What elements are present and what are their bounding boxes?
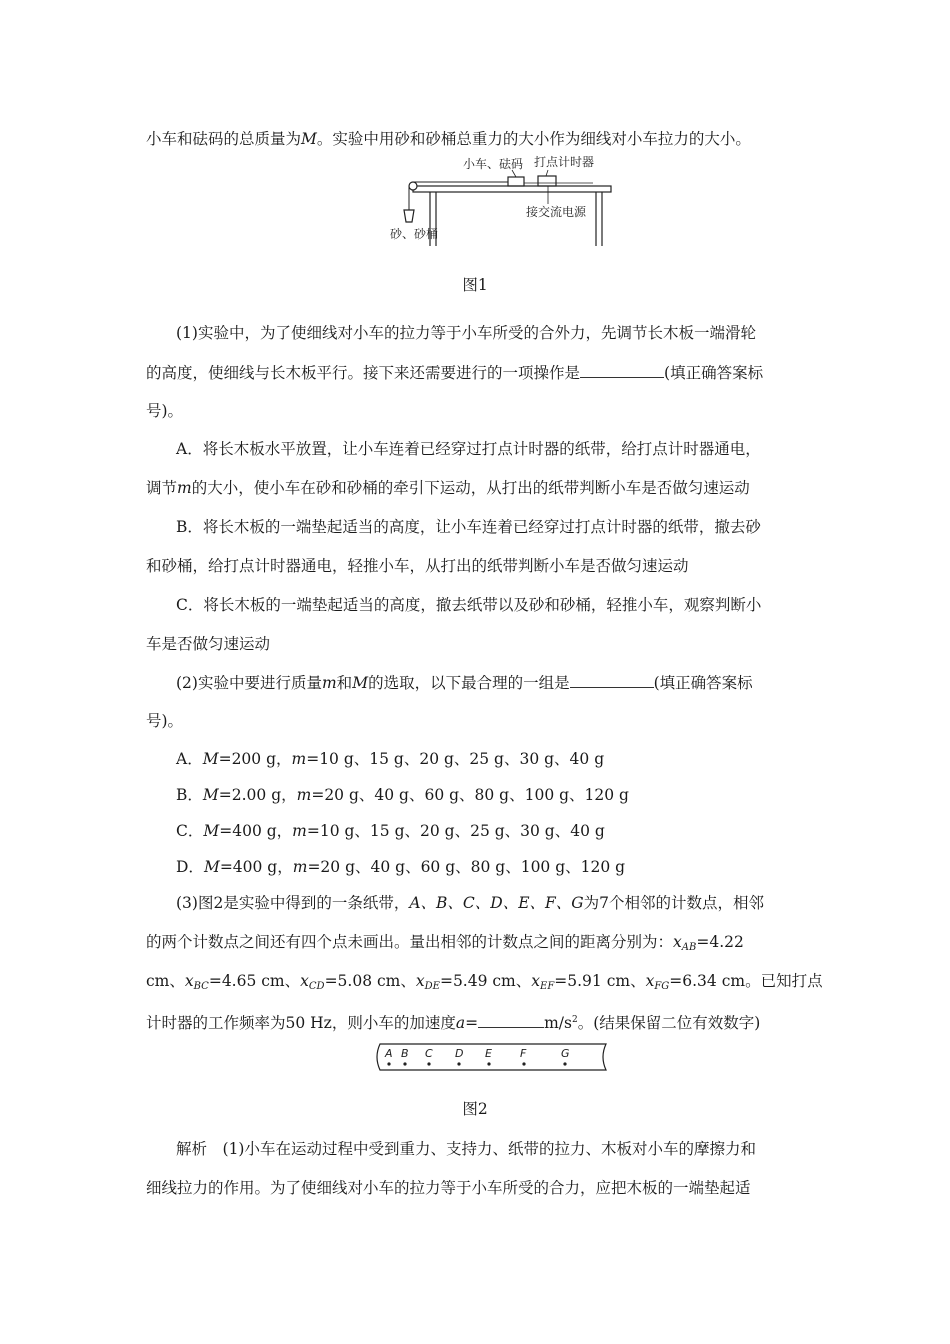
timer	[538, 176, 556, 186]
q2-option-m-values: =10 g、15 g、20 g、25 g、30 g、40 g	[306, 750, 605, 768]
q2-option-m: m	[292, 858, 308, 876]
analysis-gap	[207, 1140, 223, 1158]
q3-value-ef: =5.91 cm、	[554, 972, 646, 990]
q3-sub-ab: AB	[681, 942, 697, 953]
q1-line1: (1)实验中，为了使细线对小车的拉力等于小车所受的合外力，先调节长木板一端滑轮	[176, 324, 756, 342]
q1-option-a-text-a: 调节	[146, 479, 178, 497]
q2-option-letter: B．	[176, 786, 203, 804]
q2-option-m-values: =20 g、40 g、60 g、80 g、100 g、120 g	[311, 786, 629, 804]
q2-option-M-value: =400 g，	[219, 858, 293, 876]
q3-value-bc: =4.65 cm、	[208, 972, 301, 990]
tape-point-label-f: F	[520, 1047, 527, 1060]
q2-option-b	[176, 784, 629, 806]
q1-line2	[146, 361, 763, 384]
q1-option-a-text-b: 的大小，使小车在砂和砂桶的牵引下运动，从打出的纸带判断小车是否做匀速运动	[191, 479, 750, 497]
q2-and: 和	[336, 674, 353, 692]
tape-point-label-a: A	[385, 1047, 393, 1060]
q3-a-symbol: a	[455, 1014, 466, 1032]
q3-x-symbol: x	[184, 972, 194, 990]
figure1-caption: 图1	[462, 276, 488, 294]
tape-point-label-e: E	[485, 1047, 492, 1060]
q3-points: A、B、C、D、E、F、G	[409, 894, 584, 912]
q3-sub-ef: EF	[540, 981, 555, 992]
q1-line2-text: 的高度，使细线与长木板平行。接下来还需要进行的一项操作是	[146, 364, 581, 382]
q2-option-a	[176, 748, 604, 770]
q1-line3: 号)。	[146, 402, 184, 420]
q3-text-a: (3)图2是实验中得到的一条纸带，	[176, 894, 410, 912]
pulley	[409, 182, 417, 190]
tape-point-dot-b	[403, 1062, 406, 1065]
analysis-line1	[176, 1138, 756, 1160]
figure2-paper-tape	[372, 1042, 612, 1072]
cart	[508, 177, 524, 186]
q2-option-c	[176, 820, 605, 842]
tape-point-dot-a	[387, 1062, 390, 1065]
q2-text-b: 的选取，以下最合理的一组是	[368, 674, 570, 692]
q3-sub-bc: BC	[193, 981, 209, 992]
q3-x-symbol: x	[531, 972, 541, 990]
q3-x-symbol: x	[415, 972, 425, 990]
q2-option-M-value: =2.00 g，	[218, 786, 297, 804]
q3-unit-exponent: 2	[571, 1015, 578, 1025]
q1-option-b-line2: 和砂桶，给打点计时器通电，轻推小车，从打出的纸带判断小车是否做匀速运动	[146, 557, 689, 575]
analysis-text-1: (1)小车在运动过程中受到重力、支持力、纸带的拉力、木板对小车的摩擦力和	[222, 1140, 756, 1158]
intro-text-b: 。实验中用砂和砂桶总重力的大小作为细线对小车拉力的大小。	[316, 130, 751, 148]
q1-option-c-line1: C．将长木板的一端垫起适当的高度，撤去纸带以及砂和砂桶，轻推小车，观察判断小	[176, 596, 762, 614]
analysis-line2: 细线拉力的作用。为了使细线对小车的拉力等于小车所受的合力，应把木板的一端垫起适	[146, 1179, 751, 1197]
intro-text-a: 小车和砝码的总质量为	[146, 130, 302, 148]
q3-value-ab: =4.22	[696, 933, 744, 951]
analysis-label: 解析	[176, 1140, 208, 1158]
q3-value-de: =5.49 cm、	[439, 972, 532, 990]
q3-sub-fg: FG	[654, 981, 670, 992]
label-power: 接交流电源	[526, 205, 587, 219]
intro-line	[146, 128, 751, 150]
q2-option-M: M	[203, 822, 220, 840]
q2-option-M-value: =400 g，	[219, 822, 293, 840]
q3-unit: m/s	[544, 1014, 572, 1032]
tape-point-dot-f	[522, 1062, 525, 1065]
q3-x-symbol: x	[673, 933, 682, 951]
q2-line1	[176, 671, 753, 694]
q2-option-M-value: =200 g，	[218, 750, 292, 768]
q3-sub-cd: CD	[308, 981, 325, 992]
q3-x-symbol: x	[300, 972, 309, 990]
q2-option-m: m	[292, 822, 307, 840]
q3-text-b: 为7个相邻的计数点，相邻	[583, 894, 765, 912]
q3-answer-blank[interactable]	[478, 1011, 544, 1028]
q2-option-letter: C．	[176, 822, 204, 840]
tape-point-label-c: C	[425, 1047, 433, 1060]
q2-option-m: m	[296, 786, 312, 804]
tape-point-label-d: D	[455, 1047, 464, 1060]
board	[413, 186, 611, 192]
q1-option-a-line2	[146, 477, 750, 499]
q1-option-a-m-symbol: m	[177, 479, 192, 497]
label-sand: 砂、砂桶	[390, 227, 439, 241]
q2-option-M: M	[202, 750, 219, 768]
q3-line3	[146, 970, 823, 998]
tape-point-label-g: G	[561, 1047, 570, 1060]
timer-pointer	[546, 170, 548, 176]
q3-sub-de: DE	[424, 981, 440, 992]
q2-option-M: M	[202, 786, 219, 804]
q2-option-m-values: =20 g、40 g、60 g、80 g、100 g、120 g	[307, 858, 626, 876]
q3-value-cd: =5.08 cm、	[324, 972, 416, 990]
q1-option-c-line2: 车是否做匀速运动	[146, 635, 271, 653]
q1-option-b-line1: B．将长木板的一端垫起适当的高度，让小车连着已经穿过打点计时器的纸带，撤去砂	[176, 518, 761, 536]
q2-answer-blank[interactable]	[570, 671, 654, 688]
q3-line1	[176, 892, 764, 914]
q2-line2: 号)。	[146, 712, 184, 730]
sand-bucket	[404, 210, 414, 222]
intro-M-symbol: M	[301, 130, 317, 148]
q2-option-M: M	[203, 858, 220, 876]
tape-point-label-b: B	[401, 1047, 409, 1060]
tape-point-dot-c	[427, 1062, 430, 1065]
q1-option-a-line1: A．将长木板水平放置，让小车连着已经穿过打点计时器的纸带，给打点计时器通电，	[176, 440, 761, 458]
q2-text-a: (2)实验中要进行质量	[176, 674, 322, 692]
q2-option-letter: D．	[176, 858, 204, 876]
q3-line2	[146, 931, 744, 959]
q2-option-m: m	[291, 750, 307, 768]
q2-m-symbol: m	[321, 674, 337, 692]
q3-line4-text: 计时器的工作频率为50 Hz，则小车的加速度	[146, 1014, 456, 1032]
label-cart: 小车、砝码	[463, 157, 524, 171]
tape-point-dot-e	[487, 1062, 490, 1065]
tape-point-dot-d	[457, 1062, 460, 1065]
q2-option-d	[176, 856, 625, 878]
q3-x-symbol: x	[645, 972, 655, 990]
cart-pointer	[512, 170, 516, 177]
q2-option-m-values: =10 g、15 g、20 g、25 g、30 g、40 g	[306, 822, 605, 840]
q3-line2-text: 的两个计数点之间还有四个点未画出。量出相邻的计数点之间的距离分别为：	[146, 933, 674, 951]
label-timer: 打点计时器	[534, 155, 595, 169]
tape-point-dot-g	[563, 1062, 566, 1065]
q3-line4	[146, 1009, 760, 1034]
q2-hint: (填正确答案标	[653, 674, 753, 692]
q2-M-symbol: M	[352, 674, 369, 692]
figure2-caption: 图2	[462, 1100, 488, 1118]
q1-line2-hint: (填正确答案标	[664, 364, 764, 382]
q1-answer-blank[interactable]	[580, 361, 664, 378]
q3-line4-note: 。(结果保留二位有效数字)	[577, 1014, 761, 1032]
figure1-apparatus-diagram	[388, 152, 618, 248]
q2-option-letter: A．	[176, 750, 203, 768]
q3-unit-cm: cm、	[146, 972, 185, 990]
q3-value-fg: =6.34 cm。已知打点	[669, 972, 823, 990]
q3-equals: =	[465, 1014, 479, 1032]
